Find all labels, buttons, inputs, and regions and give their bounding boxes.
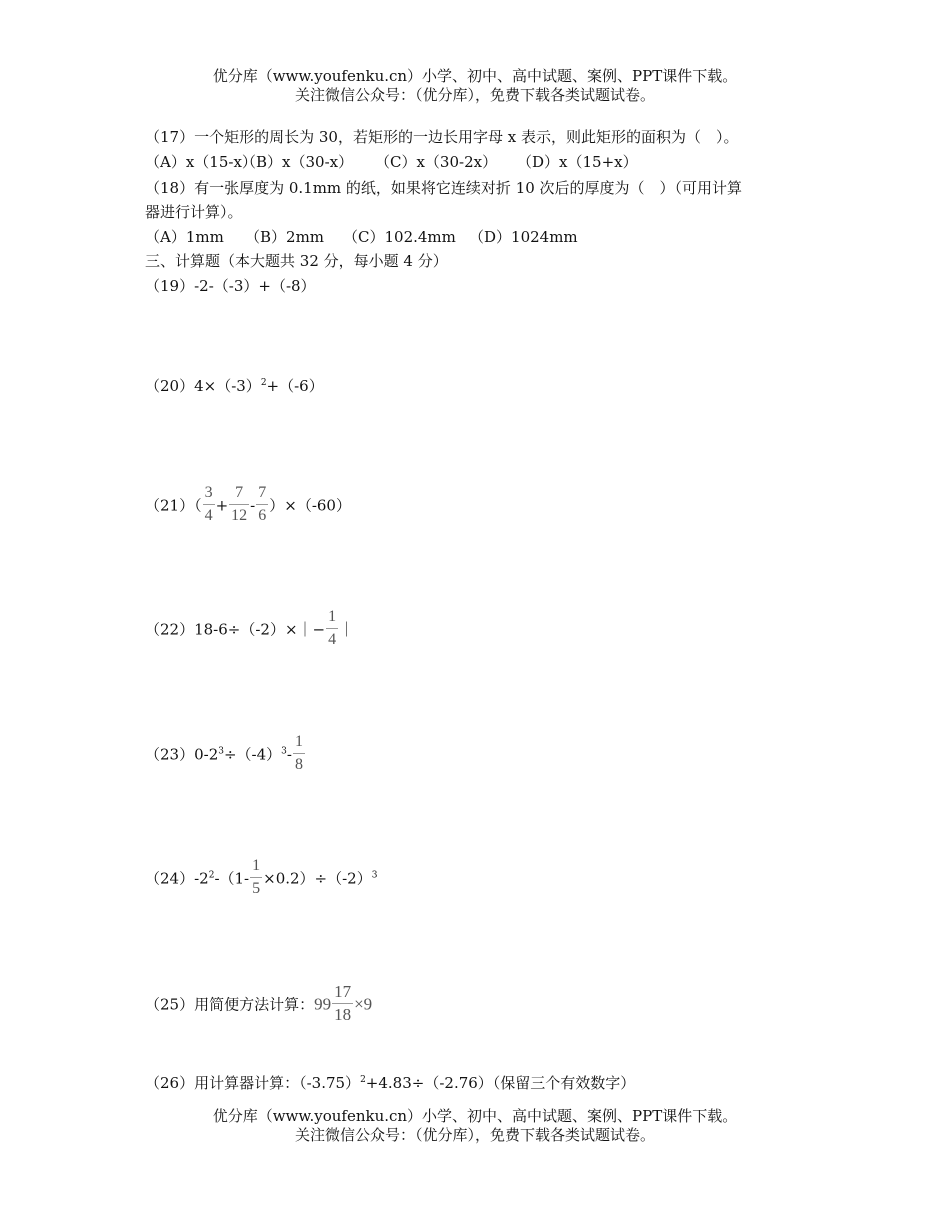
denominator: 4 (204, 507, 213, 524)
fraction-3-4 (203, 484, 215, 525)
question-17-text: （17）一个矩形的周长为 30，若矩形的一边长用字母 x 表示，则此矩形的面积为（ ）。 (145, 128, 739, 146)
fraction-1-4 (326, 608, 338, 649)
numerator: 1 (293, 733, 305, 754)
question-23 (145, 735, 306, 776)
footer-line-2: 关注微信公众号：（优分库），免费下载各类试题试卷。 (294, 1126, 655, 1144)
numerator: 17 (332, 983, 353, 1004)
q23-exponent-2: 3 (281, 746, 287, 757)
question-17-options (145, 152, 638, 172)
question-21 (145, 486, 351, 527)
denominator: 5 (252, 880, 261, 897)
q22-prefix: （22）18-6÷（-2）×｜− (145, 620, 326, 639)
q21-suffix: ）×（-60） (269, 496, 351, 515)
plus-sign: + (215, 496, 229, 515)
denominator: 8 (294, 756, 303, 773)
option-c: （C）102.4mm (343, 228, 456, 246)
q23-middle: ÷（-4） (223, 745, 282, 764)
option-b: （B）2mm (245, 228, 325, 246)
question-22 (145, 610, 354, 651)
q26-prefix: （26）用计算器计算：（-3.75） (145, 1074, 361, 1092)
question-18-options (145, 227, 578, 247)
footer-line-1: 优分库（www.youfenku.cn）小学、初中、高中试题、案例、PPT课件下载。 (212, 1107, 738, 1125)
fraction-1-5 (250, 857, 262, 898)
q24-prefix: （24）-2 (145, 869, 209, 888)
q20-exponent: 2 (260, 378, 267, 388)
question-18-text-line-2: 器进行计算）。 (145, 203, 243, 221)
q23-prefix: （23）0-2 (145, 745, 219, 764)
q24-exponent-1: 2 (208, 870, 215, 881)
q22-suffix: ｜ (339, 620, 355, 639)
numerator: 7 (256, 484, 268, 505)
q20-suffix: +（-6） (266, 377, 324, 395)
option-a: （A）1mm (145, 228, 224, 246)
fraction-1-8 (293, 733, 305, 774)
q24-middle-1: -（1- (214, 869, 250, 888)
denominator: 6 (258, 507, 267, 524)
option-b: （B）x（30-x） (241, 153, 354, 171)
q26-suffix: +4.83÷（-2.76）（保留三个有效数字） (365, 1074, 636, 1092)
q23-dash: - (286, 745, 292, 764)
numerator: 7 (229, 484, 249, 505)
header-line-2: 关注微信公众号：（优分库），免费下载各类试题试卷。 (294, 86, 655, 104)
q24-exponent-2: 3 (371, 870, 378, 881)
fraction-7-12 (229, 484, 249, 525)
denominator: 18 (334, 1005, 352, 1024)
option-c: （C）x（30-2x） (375, 153, 498, 171)
question-26 (145, 1073, 635, 1093)
q23-exponent-1: 3 (218, 746, 224, 757)
mixed-number-whole: 99 (314, 994, 332, 1014)
q20-prefix: （20）4×（-3） (145, 377, 261, 395)
option-a: （A）x（15-x） (145, 153, 257, 171)
question-18-text-line-1: （18）有一张厚度为 0.1mm 的纸，如果将它连续对折 10 次后的厚度为（ ）（可用计算 (145, 179, 743, 197)
option-d: （D）1024mm (469, 228, 578, 246)
fraction-7-6 (256, 484, 268, 525)
numerator: 1 (326, 608, 338, 629)
header-line-1: 优分库（www.youfenku.cn）小学、初中、高中试题、案例、PPT课件下载。 (212, 67, 738, 85)
question-20 (145, 376, 324, 396)
q24-middle-2: ×0.2）÷（-2） (263, 869, 372, 888)
fraction-17-18 (332, 983, 353, 1024)
minus-sign: - (250, 496, 256, 515)
q25-suffix: ×9 (354, 994, 373, 1014)
option-d: （D）x（15+x） (517, 153, 638, 171)
q25-prefix: （25）用简便方法计算： (145, 995, 315, 1014)
question-25 (145, 982, 373, 1026)
numerator: 3 (203, 484, 215, 505)
section-3-title: 三、计算题（本大题共 32 分，每小题 4 分） (145, 252, 448, 270)
q26-exponent: 2 (360, 1075, 366, 1085)
question-19: （19）-2-（-3）+（-8） (145, 277, 316, 295)
numerator: 1 (250, 857, 262, 878)
q21-prefix: （21）（ (145, 496, 202, 515)
question-24 (145, 859, 377, 900)
denominator: 4 (328, 631, 337, 648)
denominator: 12 (231, 507, 248, 524)
